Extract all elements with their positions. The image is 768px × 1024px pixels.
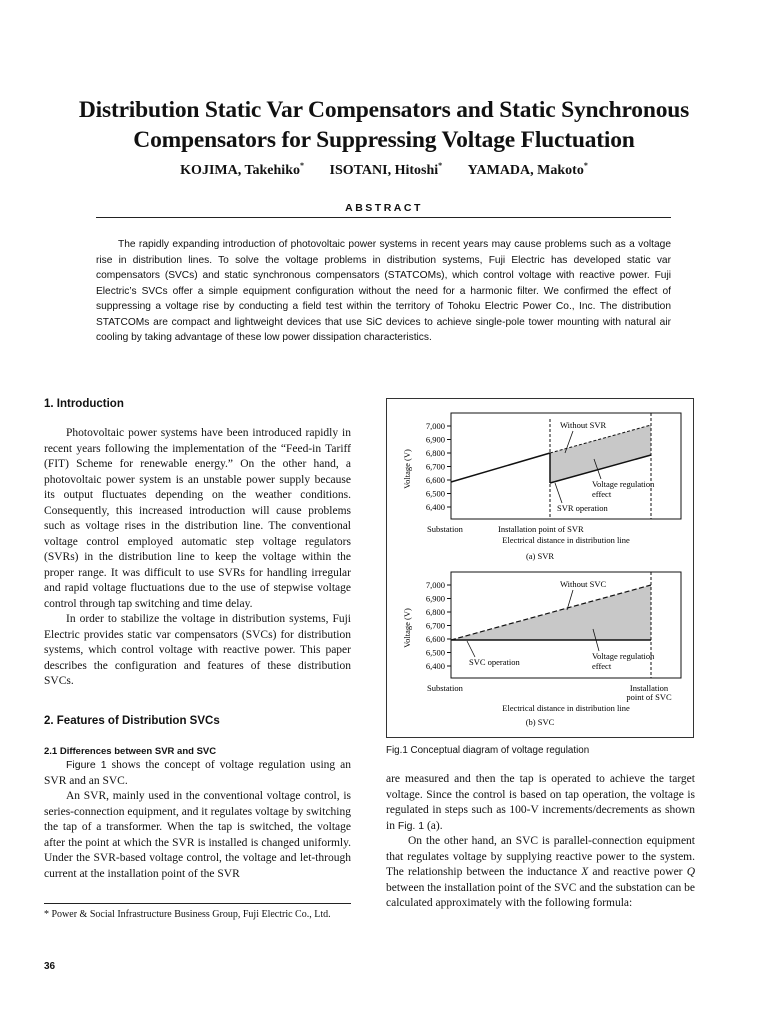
paragraph-text: and reactive power: [588, 866, 687, 878]
y-axis-label: Voltage (V): [402, 449, 412, 489]
y-axis-label: Voltage (V): [402, 608, 412, 648]
y-tick-label: 6,400: [425, 661, 445, 671]
y-tick-label: 6,600: [425, 475, 445, 485]
paragraph-text: (a).: [424, 819, 443, 832]
abstract-text: The rapidly expanding introduction of photovoltaic power systems in recent years may cause problems such as a voltage rise in distribution lines. To solve the voltage problems in distribution systems, Fuji Electric has developed static var compensators (SVCs) and static synchronous compensators (STATCOMs), which control voltage with reactive power. Fuji Electric’s SVCs offer a simple equipment configuration without the need for a harmonic filter. We confirmed the effect of suppressing a voltage rise by conducting a field test within the territory of Tohoku Electric Power Co., Inc. The distribution STATCOMs are compact and lightweight devices that use SiC devices to achieve single-pole tower mounting with natural air cooling by taking advantage of these low power dissipation characteristics.: [96, 239, 671, 343]
figure-1-diagram: [387, 399, 693, 737]
annotation-svr-operation: SVR operation: [557, 503, 608, 513]
annotation-leader: [555, 483, 562, 503]
paragraph: Photovoltaic power systems have been introduced rapidly in recent years following the implementation of the “Feed-in Tariff (FIT) Scheme for renewable energy.” On the other hand, a photovoltaic power system is an unstable power supply because its output fluctuates depending on the weather conditions. Consequently, this increased introduction will cause problems such as voltage rises in the distribution line. The conventional voltage control employed automatic step voltage regulators (SVRs) in the distribution line to keep the voltage within the proper range. It was difficult to use SVRs for handling irregular and rapid voltage fluctuations due to the use of stepwise voltage control through tap switching and time delay.: [44, 427, 351, 610]
author-name: KOJIMA, Takehiko: [180, 163, 300, 178]
x-label-installation-point: Installation point of SVR: [498, 524, 584, 534]
y-tick-label: 6,900: [425, 593, 445, 604]
affiliation-mark: *: [438, 161, 443, 170]
section-heading-introduction: 1. Introduction: [44, 398, 124, 410]
author-name: ISOTANI, Hitoshi: [329, 163, 439, 178]
variable-x: X: [581, 866, 589, 878]
author: [468, 163, 588, 179]
paragraph: [386, 772, 695, 834]
figure-caption: Fig.1 Conceptual diagram of voltage regulation: [386, 745, 590, 756]
paragraph: An SVR, mainly used in the conventional voltage control, is series-connection equipment, and it regulates voltage by switching the tap of a transformer. When the tap is switched, the voltage after the point at which the SVR is installed is changed uniformly. Under the SVR-based voltage control, the voltage and let-through current at the installation point of the SVR: [44, 790, 351, 880]
y-axis-ticks: [426, 580, 445, 671]
annotation-without-svc: Without SVC: [560, 579, 607, 589]
y-tick-label: 6,600: [425, 634, 445, 644]
footnote-divider: [44, 903, 351, 904]
panel-b-svc: [402, 572, 681, 727]
paragraph-text: shows the concept of voltage regulation using an SVR and an SVC.: [44, 759, 351, 787]
x-axis-label: Electrical distance in distribution line: [502, 703, 630, 713]
paper-title: [30, 95, 738, 155]
y-tick-marks: [447, 426, 451, 507]
footnote: * Power & Social Infrastructure Business Group, Fuji Electric Co., Ltd.: [44, 909, 331, 920]
title-line-1: Distribution Static Var Compensators and Static Synchronous: [78, 97, 690, 123]
panel-subcaption: (a) SVR: [525, 551, 555, 561]
panel-a-svr: [402, 413, 681, 561]
annotation-svc-operation: SVC operation: [469, 657, 520, 667]
panel-subcaption: (b) SVC: [525, 717, 555, 727]
y-tick-label: 7,000: [425, 580, 445, 590]
y-tick-label: 6,500: [425, 488, 445, 499]
paragraph-text: are measured and then the tap is operated to achieve the target voltage. Since the control is based on tap operation, the voltage is regulated in steps such as 100-V increments/decrements as shown in: [386, 773, 695, 832]
y-tick-label: 6,500: [425, 647, 445, 658]
introduction-body: [44, 426, 351, 690]
y-tick-label: 6,900: [425, 434, 445, 445]
author-name: YAMADA, Makoto: [467, 163, 584, 178]
annotation-leader: [467, 641, 475, 657]
y-axis-ticks: [426, 421, 445, 512]
x-label-substation: Substation: [427, 524, 463, 534]
x-label-installation-point: Installation: [629, 683, 669, 693]
figure-1: [386, 398, 694, 738]
annotation-without-svr: Without SVR: [560, 420, 607, 430]
abstract-divider: [96, 217, 671, 218]
page-number: 36: [44, 961, 56, 972]
x-axis-label: Electrical distance in distribution line: [502, 535, 630, 545]
y-tick-label: 6,800: [425, 607, 445, 617]
author-list: [0, 163, 768, 179]
y-tick-label: 6,800: [425, 448, 445, 458]
x-label-installation-point: point of SVC: [626, 692, 672, 702]
subsection-body: [44, 758, 351, 882]
variable-q: Q: [686, 866, 695, 878]
y-tick-label: 6,400: [425, 502, 445, 512]
affiliation-mark: *: [583, 161, 588, 170]
paragraph-text: between the installation point of the SVC and the substation can be calculated approximately with the following formula:: [386, 881, 695, 909]
voltage-line: [451, 453, 550, 482]
regulation-effect-area: [550, 425, 651, 483]
figure-reference[interactable]: Figure 1: [66, 759, 107, 771]
affiliation-mark: *: [300, 161, 304, 170]
annotation-regulation-effect: Voltage regulation: [592, 651, 655, 661]
abstract-heading: ABSTRACT: [345, 202, 423, 214]
paragraph: [44, 758, 351, 789]
title-line-2: Compensators for Suppressing Voltage Fluctuation: [133, 127, 635, 153]
paragraph: [386, 834, 695, 912]
paragraph-text: On the other hand, an SVC is parallel-connection equipment that regulates voltage by supplying reactive power to the system. The relationship between the inductance: [386, 835, 695, 878]
y-tick-label: 7,000: [425, 421, 445, 431]
author: [180, 163, 304, 179]
annotation-regulation-effect: Voltage regulation: [592, 479, 655, 489]
y-tick-marks: [447, 585, 451, 666]
x-label-substation: Substation: [427, 683, 463, 693]
y-tick-label: 6,700: [425, 461, 445, 472]
subsection-heading: 2.1 Differences between SVR and SVC: [44, 746, 217, 757]
section-heading-features: 2. Features of Distribution SVCs: [44, 715, 220, 727]
y-tick-label: 6,700: [425, 620, 445, 631]
annotation-regulation-effect: effect: [592, 489, 612, 499]
annotation-regulation-effect: effect: [592, 661, 612, 671]
figure-reference[interactable]: Fig. 1: [397, 819, 425, 832]
paragraph: In order to stabilize the voltage in distribution systems, Fuji Electric provides static var compensators (SVCs) for distribution systems, which control voltage with reactive power. This paper describes the configuration and features of these distribution SVCs.: [44, 613, 351, 687]
right-column-body: [386, 772, 695, 912]
author: [330, 163, 443, 179]
